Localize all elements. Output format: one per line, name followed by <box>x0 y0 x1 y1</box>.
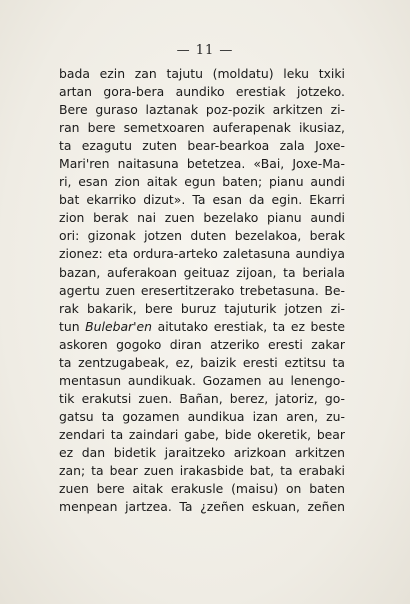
text-line: bada ezin zan tajutu (moldatu) leku txiki <box>59 66 345 81</box>
text-line: ta ezagutu zuten bear-bearkoa zala Joxe- <box>59 138 345 154</box>
body-text <box>59 65 345 516</box>
text-line: zionez: eta ordura-arteko zaletasuna aundiya <box>59 246 345 262</box>
text-line: rak bakarik, bere buruz tajuturik jotzen zi- <box>59 300 345 316</box>
italic-name: Bulebar'en <box>85 318 153 334</box>
text-line: zion berak nai zuen bezelako pianu aundi <box>59 210 345 226</box>
text-line: tun Bulebar'en aitutako erestiak, ta ez beste <box>59 318 345 334</box>
text-line: artan gora-bera aundiko erestiak jotzeko. <box>59 84 345 100</box>
text-line: zuen bere aitak erakusle (maisu) on baten <box>59 481 345 497</box>
text-line: menpean jartzea. Ta ¿zeñen eskuan, zeñen <box>59 499 345 515</box>
text-line: askoren gogoko diran atzeriko eresti zakar <box>59 336 345 352</box>
text-line: zan; ta bear zuen irakasbide bat, ta erabaki <box>59 463 345 479</box>
text-line: ri, esan zion aitak egun baten; pianu aundi <box>59 174 345 190</box>
text-line: mentasun aundikuak. Gozamen au lenengo- <box>59 372 345 388</box>
text-line: zendari ta zaindari gabe, bide okeretik, bear <box>59 426 345 442</box>
text-line: bazan, auferakoan geituaz zijoan, ta beriala <box>59 264 345 280</box>
text-line: agertu zuen eresertitzerako trebetasuna. Be- <box>59 282 345 298</box>
text-line: tik erakutsi zuen. Bañan, berez, jatoriz, go- <box>59 390 345 406</box>
text-line: gatsu ta gozamen aundikua izan aren, zu- <box>59 408 345 424</box>
text-line: Bere guraso laztanak poz-pozik arkitzen zi- <box>59 102 345 118</box>
text-line: Mari'ren naitasuna betetzea. «Bai, Joxe-Ma- <box>59 156 345 172</box>
text-line: ez dan bidetik jaraitzeko arizkoan arkitzen <box>59 444 345 460</box>
text-line: ta zentzugabeak, ez, baizik eresti eztitsu ta <box>59 354 345 370</box>
text-line: ran bere semetxoaren auferapenak ikusiaz, <box>59 120 345 136</box>
text-line: bat ekarriko dizut». Ta esan da egin. Ekarri <box>59 192 345 208</box>
text-line: ori: gizonak jotzen duten bezelakoa, berak <box>59 228 345 244</box>
page-number: — 11 — <box>176 43 234 58</box>
